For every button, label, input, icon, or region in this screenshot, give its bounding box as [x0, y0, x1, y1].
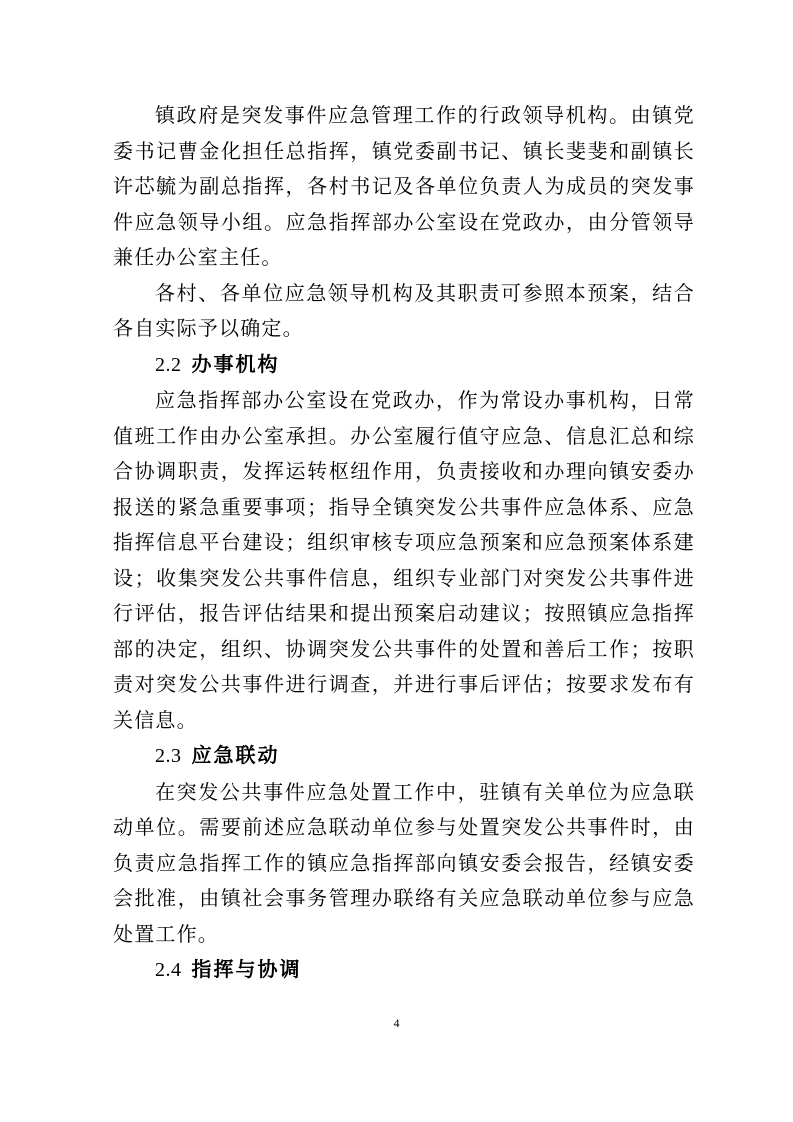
section-heading-2-4 [113, 952, 695, 989]
section-title: 指挥与协调 [191, 957, 302, 981]
paragraph-linkage: 在突发公共事件应急处置工作中，驻镇有关单位为应急联动单位。需要前述应急联动单位参与处置突发公共事件时，由负责应急指挥工作的镇应急指挥部向镇安委会报告，经镇安委会批准，由镇社会事务管理办联络有关应急联动单位参与应急处置工作。 [113, 779, 695, 946]
section-number: 2.4 [155, 959, 182, 981]
document-page [113, 98, 695, 989]
section-heading-2-2 [113, 347, 695, 384]
section-number: 2.3 [155, 745, 182, 767]
section-title: 办事机构 [191, 351, 280, 376]
section-title: 应急联动 [191, 743, 280, 767]
page-number: 4 [393, 1016, 400, 1030]
paragraph-office: 应急指挥部办公室设在党政办，作为常设办事机构，日常值班工作由办公室承担。办公室履行值守应急、信息汇总和综合协调职责，发挥运转枢纽作用，负责接收和办理向镇安委办报送的紧急重要事项；指导全镇突发公共事件应急体系、应急指挥信息平台建设；组织审核专项应急预案和应急预案体系建设；收集突发公共事件信息，组织专业部门对突发公共事件进行评估，报告评估结果和提出预案启动建议；按照镇应急指挥部的决定，组织、协调突发公共事件的处置和善后工作；按职责对突发公共事件进行调查，并进行事后评估；按要求发布有关信息。 [113, 388, 695, 732]
paragraph-leadership: 镇政府是突发事件应急管理工作的行政领导机构。由镇党委书记曹金化担任总指挥，镇党委副书记、镇长斐斐和副镇长许芯毓为副总指挥，各村书记及各单位负责人为成员的突发事件应急领导小组。应急指挥部办公室设在党政办，由分管领导兼任办公室主任。 [113, 103, 695, 269]
section-heading-2-3 [113, 738, 695, 775]
paragraph-local-units: 各村、各单位应急领导机构及其职责可参照本预案，结合各自实际予以确定。 [113, 280, 695, 340]
section-number: 2.2 [155, 353, 182, 376]
